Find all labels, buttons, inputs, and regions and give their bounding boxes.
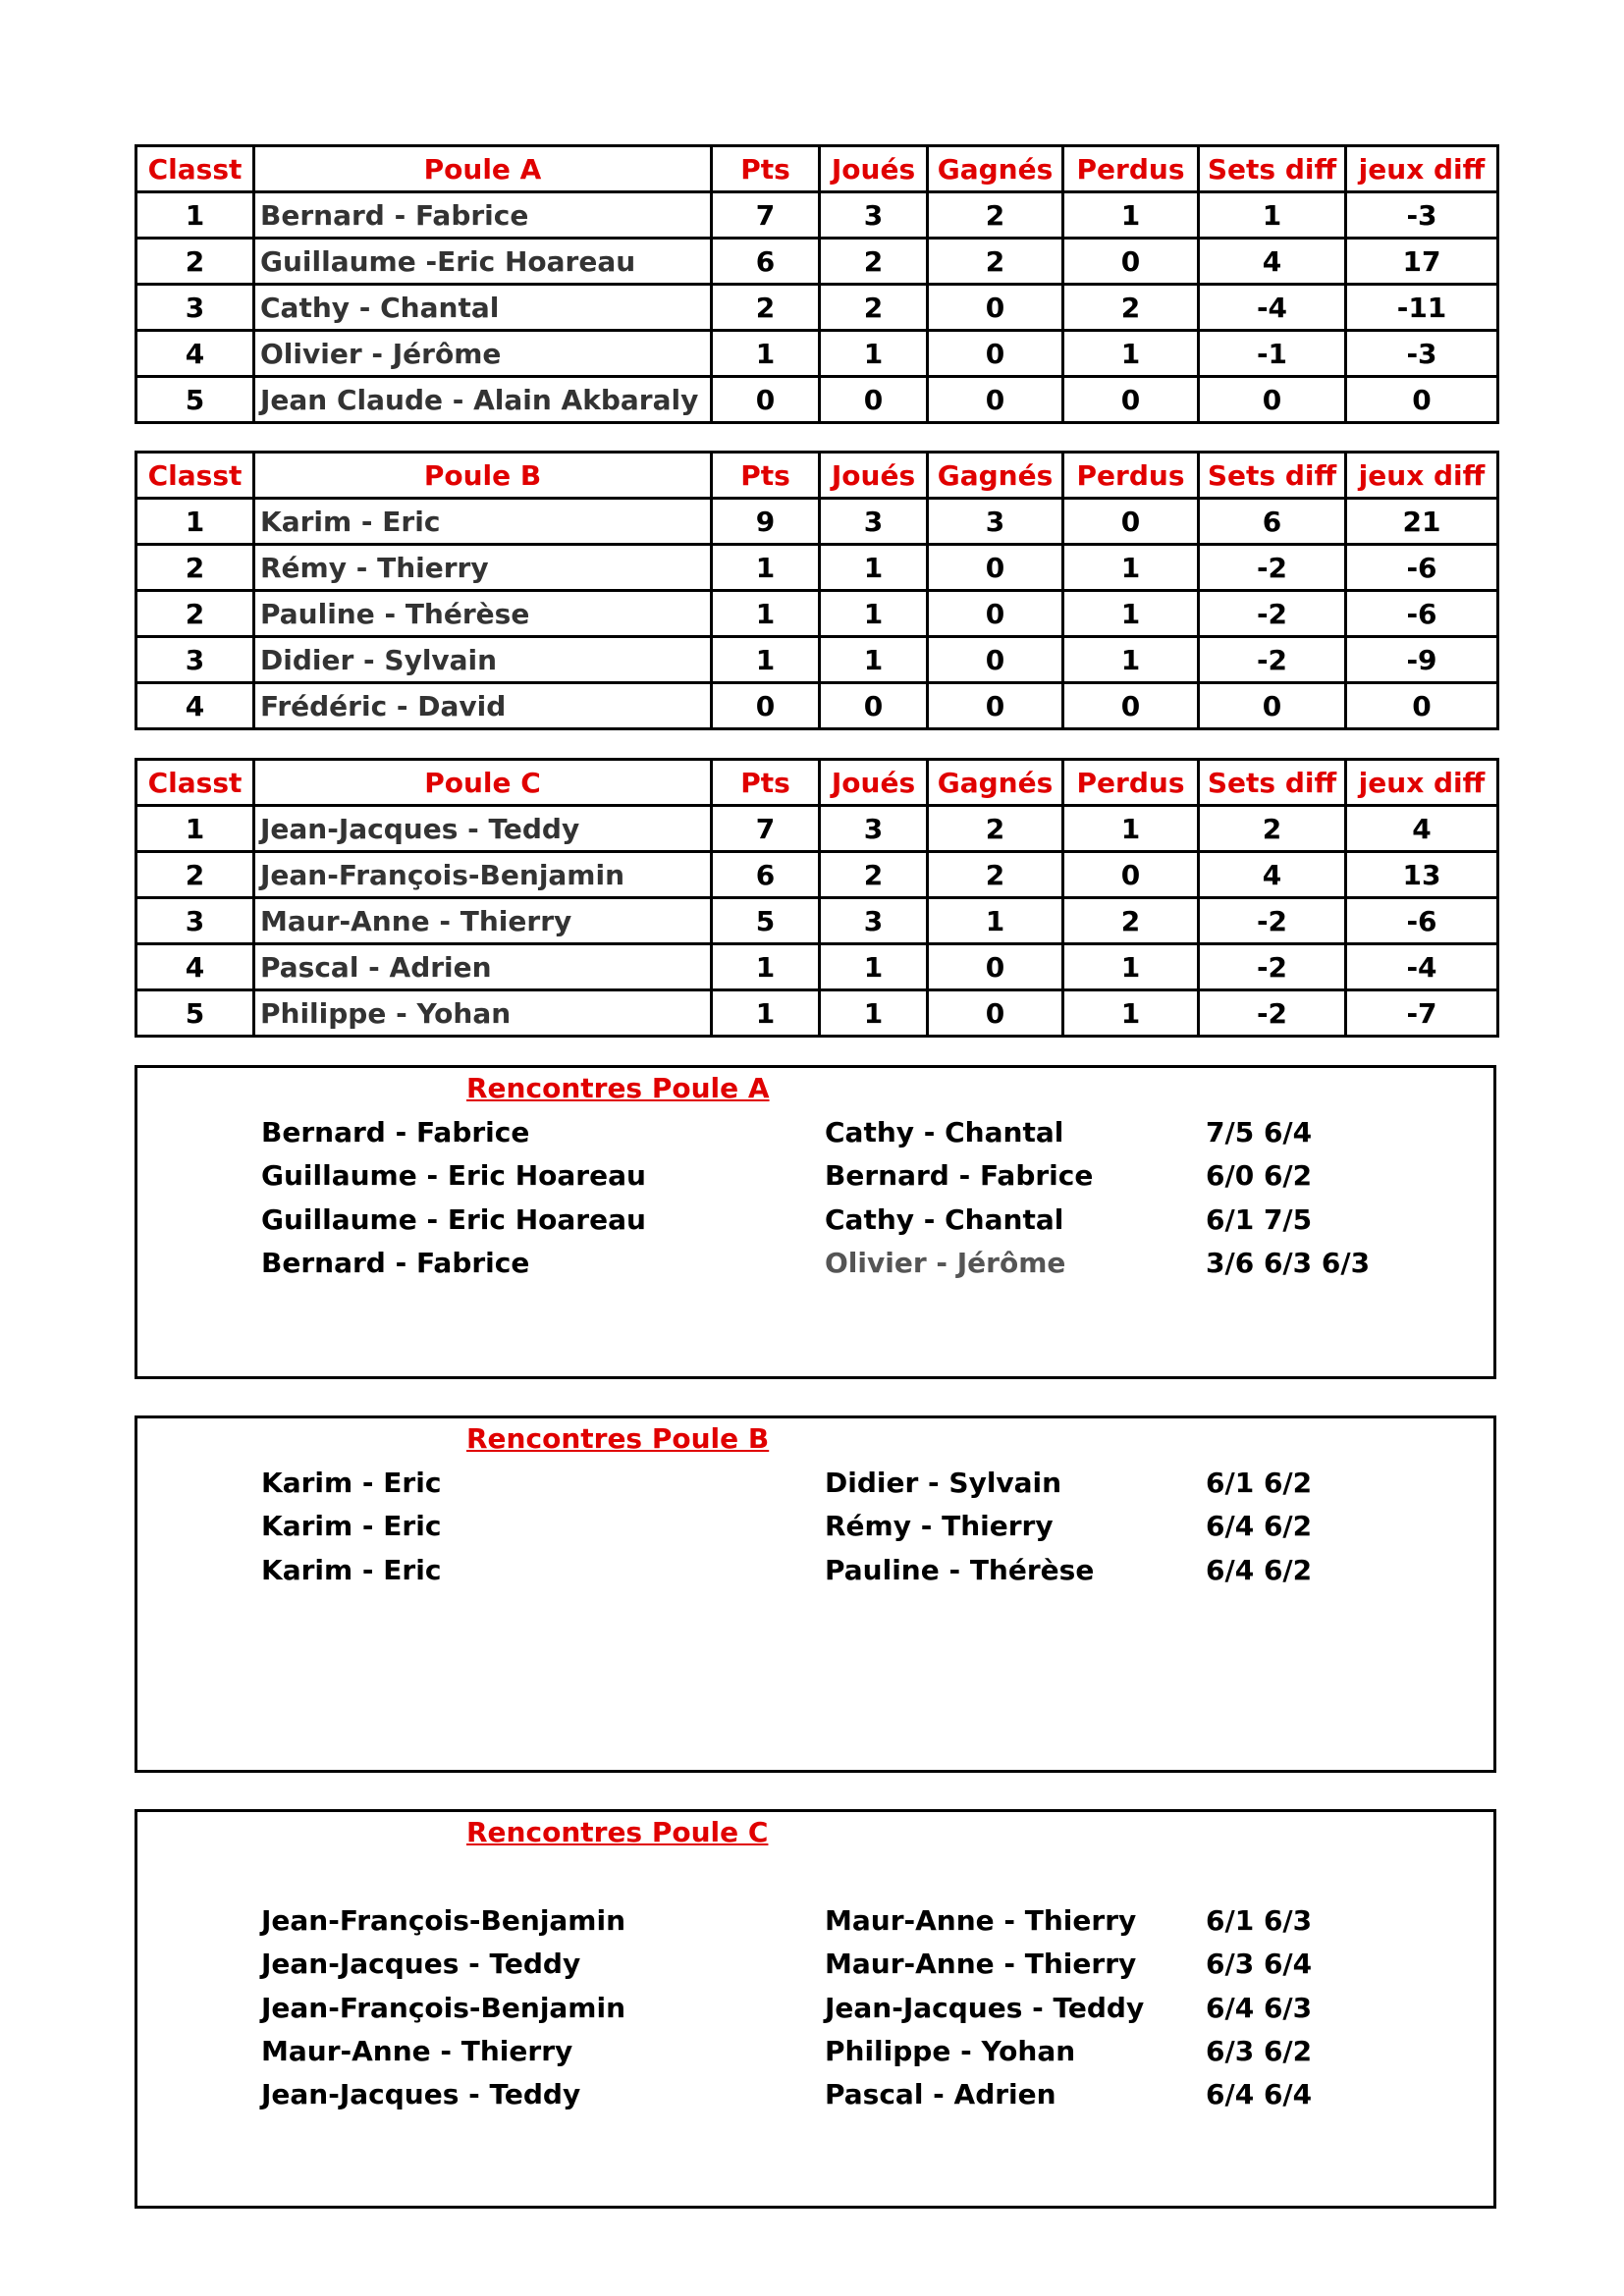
table-cell: -7: [1346, 990, 1498, 1037]
table-cell: 1: [820, 545, 928, 591]
table-cell: 1: [820, 990, 928, 1037]
table-cell: 1: [136, 499, 254, 545]
team-home: Maur-Anne - Thierry: [261, 2034, 573, 2067]
table-cell: 0: [928, 944, 1063, 990]
table-cell: 5: [136, 990, 254, 1037]
table-cell: 4: [136, 944, 254, 990]
table-cell: 21: [1346, 499, 1498, 545]
table-cell: 1: [820, 637, 928, 683]
column-header: Pts: [712, 760, 820, 806]
table-cell: -2: [1199, 990, 1346, 1037]
match-score: 6/1 6/2: [1206, 1467, 1313, 1499]
match-row: [137, 1247, 1493, 1290]
table-cell: 1: [1063, 637, 1199, 683]
table-cell: 1: [928, 898, 1063, 944]
table-cell: 0: [1063, 499, 1199, 545]
table-row: [136, 331, 1498, 377]
team-cell: Rémy - Thierry: [254, 545, 712, 591]
table-cell: 1: [712, 990, 820, 1037]
match-score: 3/6 6/3 6/3: [1206, 1246, 1371, 1279]
team-cell: Jean Claude - Alain Akbaraly: [254, 377, 712, 423]
table-cell: 4: [1346, 806, 1498, 852]
table-cell: 0: [928, 683, 1063, 729]
match-score: 6/4 6/2: [1206, 1553, 1313, 1586]
table-cell: 0: [1346, 683, 1498, 729]
matches-box-poule-c: [135, 1809, 1496, 2209]
column-header: Perdus: [1063, 146, 1199, 192]
table-cell: -4: [1199, 285, 1346, 331]
match-row: [137, 1203, 1493, 1247]
column-header: Pts: [712, 146, 820, 192]
team-away: Cathy - Chantal: [825, 1116, 1064, 1148]
table-cell: -2: [1199, 591, 1346, 637]
team-away: Bernard - Fabrice: [825, 1159, 1094, 1193]
match-row: [137, 1948, 1493, 1991]
team-away: Maur-Anne - Thierry: [825, 1948, 1137, 1981]
table-cell: 2: [712, 285, 820, 331]
matches-box-poule-b: [135, 1415, 1496, 1773]
table-header-row: [136, 760, 1498, 806]
team-cell: Karim - Eric: [254, 499, 712, 545]
team-home: Guillaume - Eric Hoareau: [261, 1202, 646, 1236]
team-cell: Pascal - Adrien: [254, 944, 712, 990]
table-cell: 1: [712, 331, 820, 377]
team-cell: Didier - Sylvain: [254, 637, 712, 683]
team-cell: Jean-François-Benjamin: [254, 852, 712, 898]
table-cell: 0: [712, 377, 820, 423]
table-cell: 2: [928, 192, 1063, 239]
table-row: [136, 499, 1498, 545]
table-row: [136, 591, 1498, 637]
table-cell: 1: [1063, 591, 1199, 637]
team-home: Karim - Eric: [261, 1467, 442, 1499]
column-header: Sets diff: [1199, 760, 1346, 806]
table-cell: -9: [1346, 637, 1498, 683]
column-header: Poule A: [254, 146, 712, 192]
table-cell: 0: [820, 683, 928, 729]
team-cell: Guillaume -Eric Hoareau: [254, 239, 712, 285]
table-cell: 3: [136, 637, 254, 683]
table-cell: 1: [712, 944, 820, 990]
column-header: Sets diff: [1199, 453, 1346, 499]
column-header: Gagnés: [928, 146, 1063, 192]
table-cell: 1: [1063, 545, 1199, 591]
table-cell: 0: [1063, 852, 1199, 898]
table-row: [136, 990, 1498, 1037]
table-cell: 0: [928, 637, 1063, 683]
table-cell: 13: [1346, 852, 1498, 898]
table-cell: 3: [136, 285, 254, 331]
table-cell: 2: [928, 852, 1063, 898]
table-cell: -2: [1199, 898, 1346, 944]
matches-title: Rencontres Poule A: [466, 1072, 770, 1104]
team-cell: Pauline - Thérèse: [254, 591, 712, 637]
team-home: Jean-François-Benjamin: [261, 1904, 626, 1937]
table-cell: -11: [1346, 285, 1498, 331]
table-cell: 0: [712, 683, 820, 729]
column-header: Gagnés: [928, 760, 1063, 806]
table-cell: -3: [1346, 192, 1498, 239]
match-row: [137, 2035, 1493, 2078]
standings-table-poule-b: [135, 451, 1499, 730]
column-header: Poule B: [254, 453, 712, 499]
table-cell: 1: [1063, 331, 1199, 377]
team-away: Rémy - Thierry: [825, 1510, 1054, 1543]
standings-table-poule-a: [135, 144, 1499, 424]
team-home: Bernard - Fabrice: [261, 1116, 530, 1148]
column-header: Perdus: [1063, 453, 1199, 499]
column-header: Classt: [136, 146, 254, 192]
table-cell: 3: [820, 806, 928, 852]
column-header: Classt: [136, 760, 254, 806]
team-away: Jean-Jacques - Teddy: [825, 1991, 1145, 2024]
match-score: 6/4 6/3: [1206, 1991, 1313, 2024]
team-cell: Jean-Jacques - Teddy: [254, 806, 712, 852]
table-cell: 1: [136, 192, 254, 239]
table-cell: 1: [1063, 192, 1199, 239]
team-home: Karim - Eric: [261, 1510, 442, 1543]
table-row: [136, 377, 1498, 423]
match-score: 6/1 7/5: [1206, 1202, 1313, 1236]
match-row: [137, 1159, 1493, 1202]
table-cell: -6: [1346, 591, 1498, 637]
column-header: Pts: [712, 453, 820, 499]
table-cell: 2: [928, 806, 1063, 852]
team-away: Pauline - Thérèse: [825, 1553, 1095, 1586]
table-row: [136, 898, 1498, 944]
match-score: 6/4 6/4: [1206, 2078, 1313, 2111]
table-row: [136, 192, 1498, 239]
matches-box-poule-a: [135, 1065, 1496, 1379]
team-cell: Philippe - Yohan: [254, 990, 712, 1037]
table-cell: 6: [712, 239, 820, 285]
team-away: Pascal - Adrien: [825, 2078, 1056, 2111]
table-cell: -3: [1346, 331, 1498, 377]
column-header: Gagnés: [928, 453, 1063, 499]
table-cell: 0: [1063, 239, 1199, 285]
standings-table-poule-c: [135, 758, 1499, 1038]
table-row: [136, 806, 1498, 852]
table-cell: 1: [1063, 806, 1199, 852]
column-header: Joués: [820, 760, 928, 806]
table-cell: 0: [1063, 683, 1199, 729]
table-cell: 5: [136, 377, 254, 423]
table-row: [136, 545, 1498, 591]
team-away: Didier - Sylvain: [825, 1467, 1062, 1499]
table-cell: 4: [1199, 239, 1346, 285]
team-away: Maur-Anne - Thierry: [825, 1904, 1137, 1937]
table-cell: 2: [136, 545, 254, 591]
table-row: [136, 683, 1498, 729]
column-header: Joués: [820, 453, 928, 499]
table-cell: -2: [1199, 944, 1346, 990]
table-cell: 3: [136, 898, 254, 944]
team-home: Jean-Jacques - Teddy: [261, 2078, 581, 2111]
team-home: Karim - Eric: [261, 1553, 442, 1586]
team-home: Bernard - Fabrice: [261, 1246, 530, 1279]
team-away: Cathy - Chantal: [825, 1202, 1064, 1236]
table-cell: -2: [1199, 637, 1346, 683]
column-header: Perdus: [1063, 760, 1199, 806]
table-cell: 4: [136, 331, 254, 377]
table-cell: 2: [136, 239, 254, 285]
table-cell: 4: [136, 683, 254, 729]
table-cell: 2: [820, 852, 928, 898]
table-cell: 1: [136, 806, 254, 852]
column-header: jeux diff: [1346, 760, 1498, 806]
match-score: 6/1 6/3: [1206, 1904, 1313, 1937]
table-cell: 1: [1199, 192, 1346, 239]
team-cell: Frédéric - David: [254, 683, 712, 729]
table-cell: 7: [712, 192, 820, 239]
table-cell: 3: [820, 499, 928, 545]
table-cell: 2: [1199, 806, 1346, 852]
team-home: Jean-Jacques - Teddy: [261, 1948, 581, 1981]
table-cell: 1: [712, 591, 820, 637]
match-row: [137, 1904, 1493, 1948]
column-header: jeux diff: [1346, 146, 1498, 192]
table-cell: 5: [712, 898, 820, 944]
table-cell: 3: [820, 192, 928, 239]
table-cell: 3: [820, 898, 928, 944]
table-cell: 4: [1199, 852, 1346, 898]
table-row: [136, 285, 1498, 331]
team-cell: Bernard - Fabrice: [254, 192, 712, 239]
table-cell: -1: [1199, 331, 1346, 377]
match-row: [137, 1992, 1493, 2035]
team-home: Guillaume - Eric Hoareau: [261, 1159, 646, 1193]
table-cell: -6: [1346, 898, 1498, 944]
match-score: 6/4 6/2: [1206, 1510, 1313, 1543]
table-cell: 0: [820, 377, 928, 423]
table-header-row: [136, 453, 1498, 499]
table-cell: 0: [928, 990, 1063, 1037]
table-cell: 2: [820, 239, 928, 285]
matches-title: Rencontres Poule C: [466, 1816, 769, 1848]
table-cell: 0: [1063, 377, 1199, 423]
team-away: Philippe - Yohan: [825, 2034, 1076, 2067]
table-cell: 0: [928, 545, 1063, 591]
table-cell: 7: [712, 806, 820, 852]
table-cell: 0: [928, 591, 1063, 637]
match-score: 6/0 6/2: [1206, 1159, 1313, 1193]
match-row: [137, 2078, 1493, 2121]
team-cell: Olivier - Jérôme: [254, 331, 712, 377]
table-cell: 2: [1063, 285, 1199, 331]
match-row: [137, 1510, 1493, 1553]
table-cell: 1: [820, 591, 928, 637]
column-header: Joués: [820, 146, 928, 192]
table-cell: 1: [820, 331, 928, 377]
table-cell: 3: [928, 499, 1063, 545]
team-away: Olivier - Jérôme: [825, 1246, 1066, 1279]
table-cell: 2: [136, 591, 254, 637]
table-cell: 2: [1063, 898, 1199, 944]
table-cell: 1: [1063, 990, 1199, 1037]
table-cell: 9: [712, 499, 820, 545]
table-cell: 1: [1063, 944, 1199, 990]
table-row: [136, 944, 1498, 990]
table-cell: 6: [712, 852, 820, 898]
table-cell: 0: [1199, 683, 1346, 729]
table-header-row: [136, 146, 1498, 192]
table-cell: -2: [1199, 545, 1346, 591]
match-row: [137, 1554, 1493, 1597]
match-score: 7/5 6/4: [1206, 1116, 1313, 1148]
column-header: Poule C: [254, 760, 712, 806]
column-header: Sets diff: [1199, 146, 1346, 192]
table-cell: -6: [1346, 545, 1498, 591]
matches-title: Rencontres Poule B: [466, 1422, 770, 1455]
column-header: jeux diff: [1346, 453, 1498, 499]
table-cell: 0: [928, 377, 1063, 423]
table-cell: 2: [820, 285, 928, 331]
table-cell: 0: [928, 331, 1063, 377]
table-row: [136, 637, 1498, 683]
table-cell: 0: [1346, 377, 1498, 423]
table-cell: 1: [712, 545, 820, 591]
table-cell: 0: [928, 285, 1063, 331]
match-score: 6/3 6/4: [1206, 1948, 1313, 1981]
team-cell: Cathy - Chantal: [254, 285, 712, 331]
table-cell: -4: [1346, 944, 1498, 990]
table-cell: 1: [712, 637, 820, 683]
match-score: 6/3 6/2: [1206, 2034, 1313, 2067]
table-row: [136, 852, 1498, 898]
column-header: Classt: [136, 453, 254, 499]
match-row: [137, 1467, 1493, 1510]
table-cell: 2: [136, 852, 254, 898]
table-cell: 1: [820, 944, 928, 990]
table-cell: 6: [1199, 499, 1346, 545]
table-cell: 2: [928, 239, 1063, 285]
table-cell: 0: [1199, 377, 1346, 423]
table-row: [136, 239, 1498, 285]
table-cell: 17: [1346, 239, 1498, 285]
match-row: [137, 1116, 1493, 1159]
team-cell: Maur-Anne - Thierry: [254, 898, 712, 944]
team-home: Jean-François-Benjamin: [261, 1991, 626, 2024]
